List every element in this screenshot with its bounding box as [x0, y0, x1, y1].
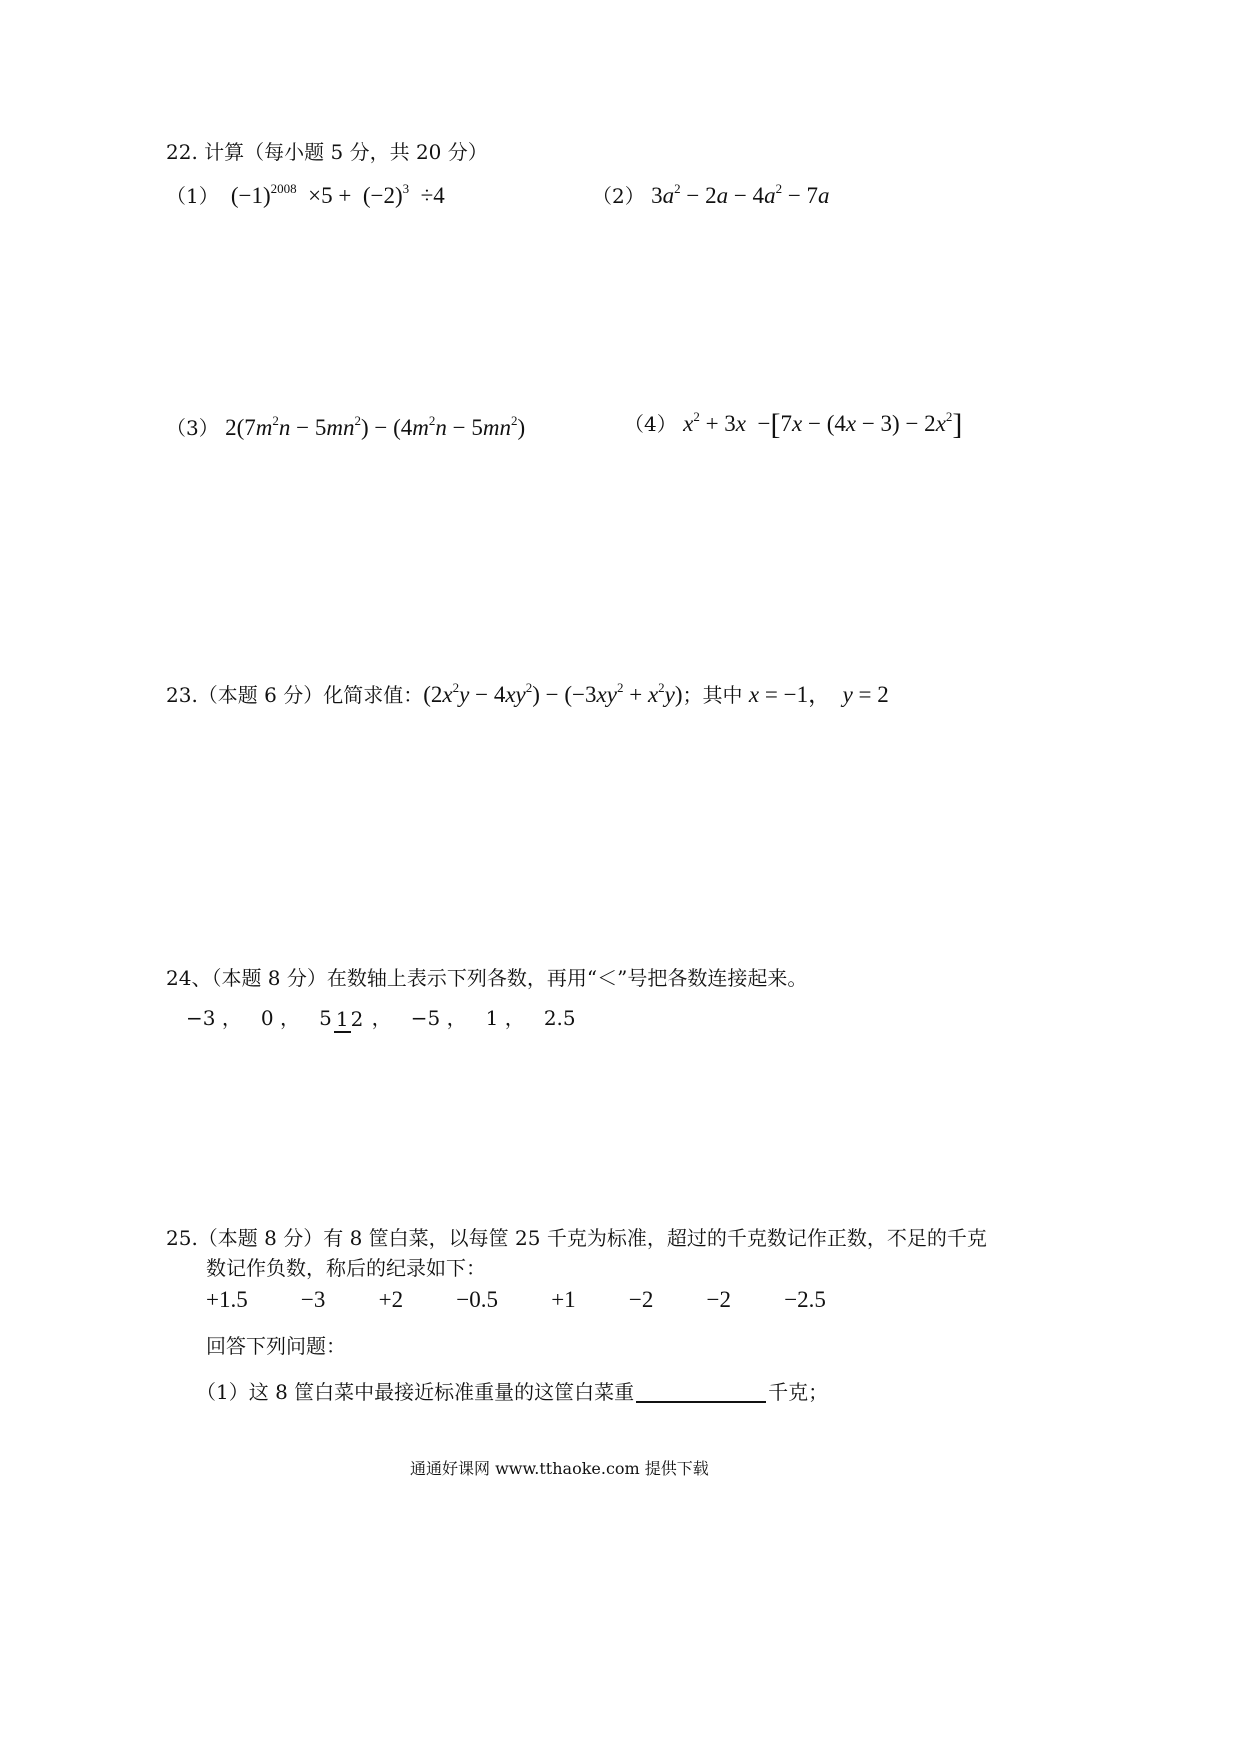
q22-part3-expr: $2(7m^2n - 5mn^2) - (4m^2n - 5mn^2)$ [225, 413, 526, 440]
q25-answer-prompt: 回答下列问题： [206, 1334, 346, 1358]
fraction: 1 2 [335, 1006, 364, 1031]
q24-header: 24、（本题 8 分）在数轴上表示下列各数，再用“＜”号把各数连接起来。 [166, 966, 808, 990]
footer-credit: 通通好课网 www.tthaoke.com 提供下载 [410, 1459, 709, 1478]
q23-cond: x = −1， y = 2 [748, 682, 889, 707]
q22-part4 [624, 408, 962, 442]
q23-cond-prefix: ；其中 [682, 683, 749, 707]
q22-part2-expr: $3a^2 - 2a - 4a^2 - 7a$ [651, 181, 830, 208]
q24-number: 0 [260, 1006, 274, 1030]
q22-part1 [166, 180, 445, 209]
q25-line2: 数记作负数，称后的纪录如下： [206, 1256, 486, 1280]
q24-number: −3 [186, 1006, 216, 1030]
q24-number-mixed-fraction: 5 1 2 [319, 1006, 364, 1031]
record-value: +2 [378, 1287, 404, 1312]
q22-part2 [592, 180, 830, 209]
q22-part4-expr: $x^2 + 3x -[7x - (4x - 3) - 2x^2]$ [683, 408, 963, 441]
q22-header: 22. 计算（每小题 5 分，共 20 分） [166, 140, 488, 164]
record-value: −3 [300, 1287, 326, 1312]
q22-part1-label: （1） [166, 184, 219, 208]
q22-part1-expr: $(-1)^{2008} \times 5 + (-2)^3 \div 4$ [225, 181, 445, 208]
answer-blank[interactable] [636, 1401, 766, 1403]
q24-number: −5 [410, 1006, 441, 1030]
q25-records [206, 1287, 826, 1313]
q22-part4-label: （4） [624, 412, 677, 436]
record-value: −2 [706, 1287, 732, 1312]
record-value: −2.5 [784, 1287, 826, 1312]
q24-number: 2.5 [543, 1006, 576, 1030]
q25-line1: 25.（本题 8 分）有 8 筐白菜，以每筐 25 千克为标准，超过的千克数记作正数，不足的千克 [166, 1226, 987, 1250]
q22-part3-label: （3） [166, 416, 219, 440]
q24-number: 1 [485, 1006, 499, 1030]
q22-part3 [166, 412, 525, 441]
record-value: +1 [551, 1287, 576, 1312]
q24-number-list: −3 ， 0 ， 5 1 2 ， −5 ， 1 ， 2.5 [186, 1006, 576, 1031]
q25-sub1-suffix: 千克； [768, 1380, 829, 1404]
q25-sub1 [196, 1376, 828, 1405]
record-value: −2 [628, 1287, 654, 1312]
record-value: −0.5 [456, 1287, 498, 1312]
record-value: +1.5 [206, 1287, 248, 1312]
q22-part2-label: （2） [592, 184, 645, 208]
q23-expr: $(2x^2y - 4xy^2) - (-3xy^2 + x^2y)$ [423, 680, 683, 707]
q23-header: 23.（本题 6 分）化简求值： [166, 683, 424, 707]
q23 [166, 676, 889, 709]
q25-sub1-prefix: （1）这 8 筐白菜中最接近标准重量的这筐白菜重 [196, 1380, 635, 1404]
